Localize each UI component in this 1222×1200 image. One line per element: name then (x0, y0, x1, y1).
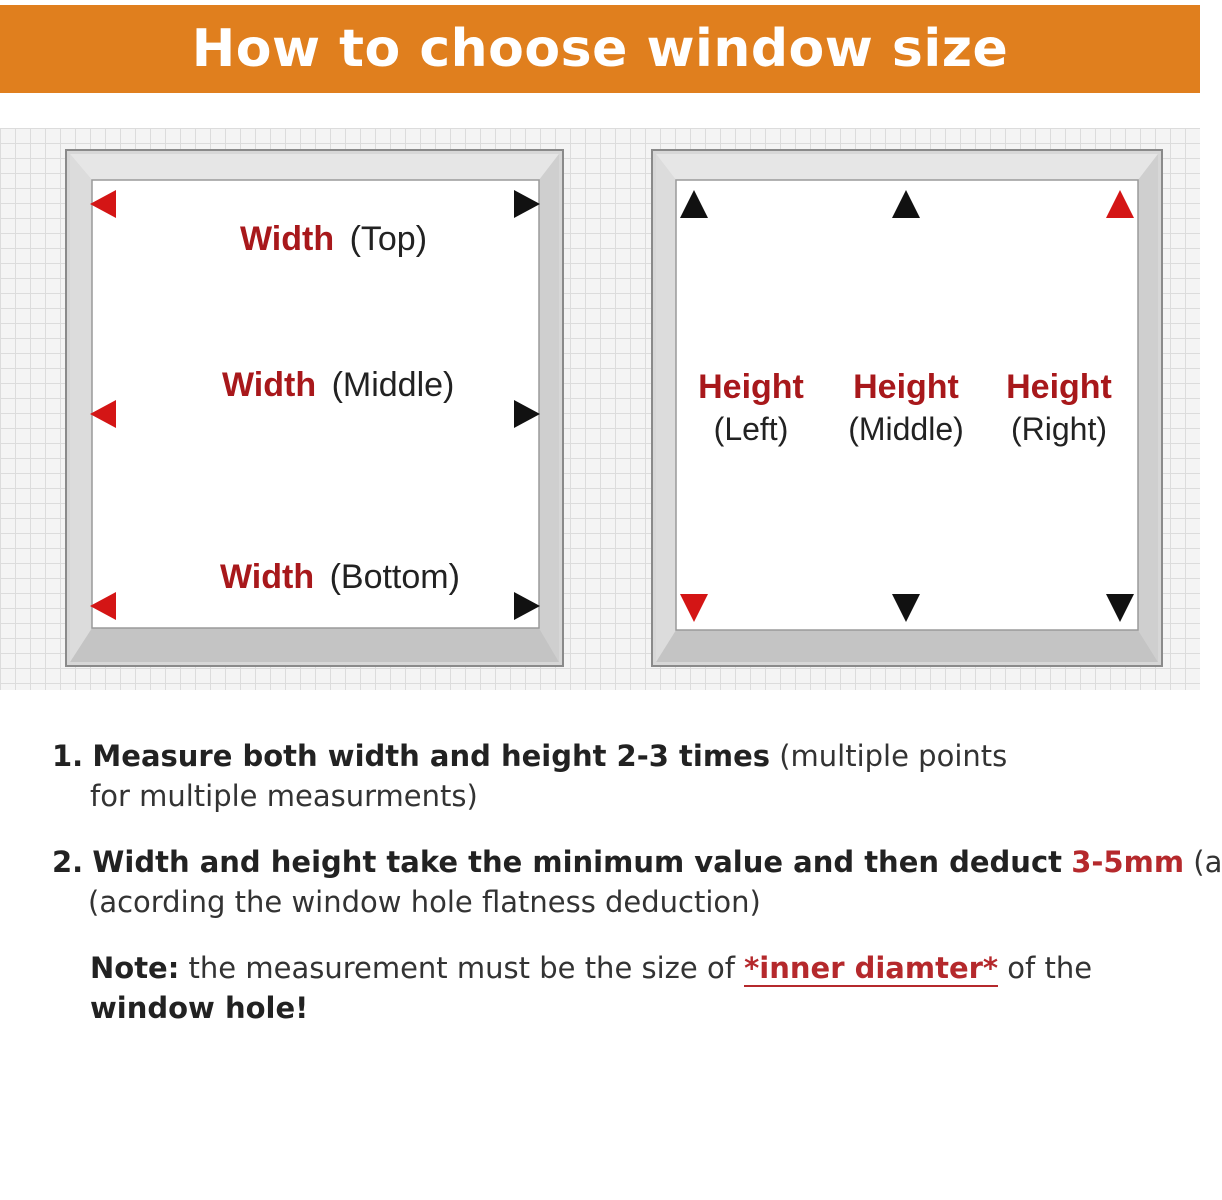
page-title: How to choose window size (191, 19, 1009, 79)
height-middle-qualifier: (Middle) (848, 411, 964, 447)
height-middle-word: Height (853, 368, 959, 406)
step-1-line2: for multiple measurments) (90, 779, 478, 813)
title-banner (0, 5, 1200, 93)
width-middle-label: Width (Middle) (222, 366, 455, 404)
note-label: Note: (90, 951, 180, 985)
height-left-word: Height (698, 368, 804, 406)
step-2-line2: (acording the window hole flatness deduction) (88, 885, 761, 919)
step-1-number: 1. (52, 739, 84, 773)
note (90, 948, 1092, 988)
width-top-label: Width (Top) (240, 220, 428, 258)
step-1-normal: (multiple points (779, 739, 1008, 773)
height-left-qualifier: (Left) (713, 411, 789, 447)
width-bottom-label: Width (Bottom) (220, 558, 460, 596)
measurement-diagram (0, 128, 1200, 690)
note-highlight: *inner diamter* (744, 951, 999, 985)
step-1-bold: Measure both width and height 2-3 times (92, 739, 770, 773)
step-2-normal: (a (1193, 845, 1222, 879)
step-2-bold: Width and height take the minimum value and then deduct (92, 845, 1062, 879)
step-1 (52, 736, 1007, 776)
step-2 (52, 842, 1222, 882)
note-text: the measurement must be the size of (188, 951, 735, 985)
note-after: of the (1007, 951, 1093, 985)
step-2-highlight: 3-5mm (1071, 845, 1185, 879)
height-right-qualifier: (Right) (1010, 411, 1108, 447)
height-right-word: Height (1006, 368, 1112, 406)
step-2-number: 2. (52, 845, 84, 879)
note-line2: window hole! (90, 991, 309, 1025)
